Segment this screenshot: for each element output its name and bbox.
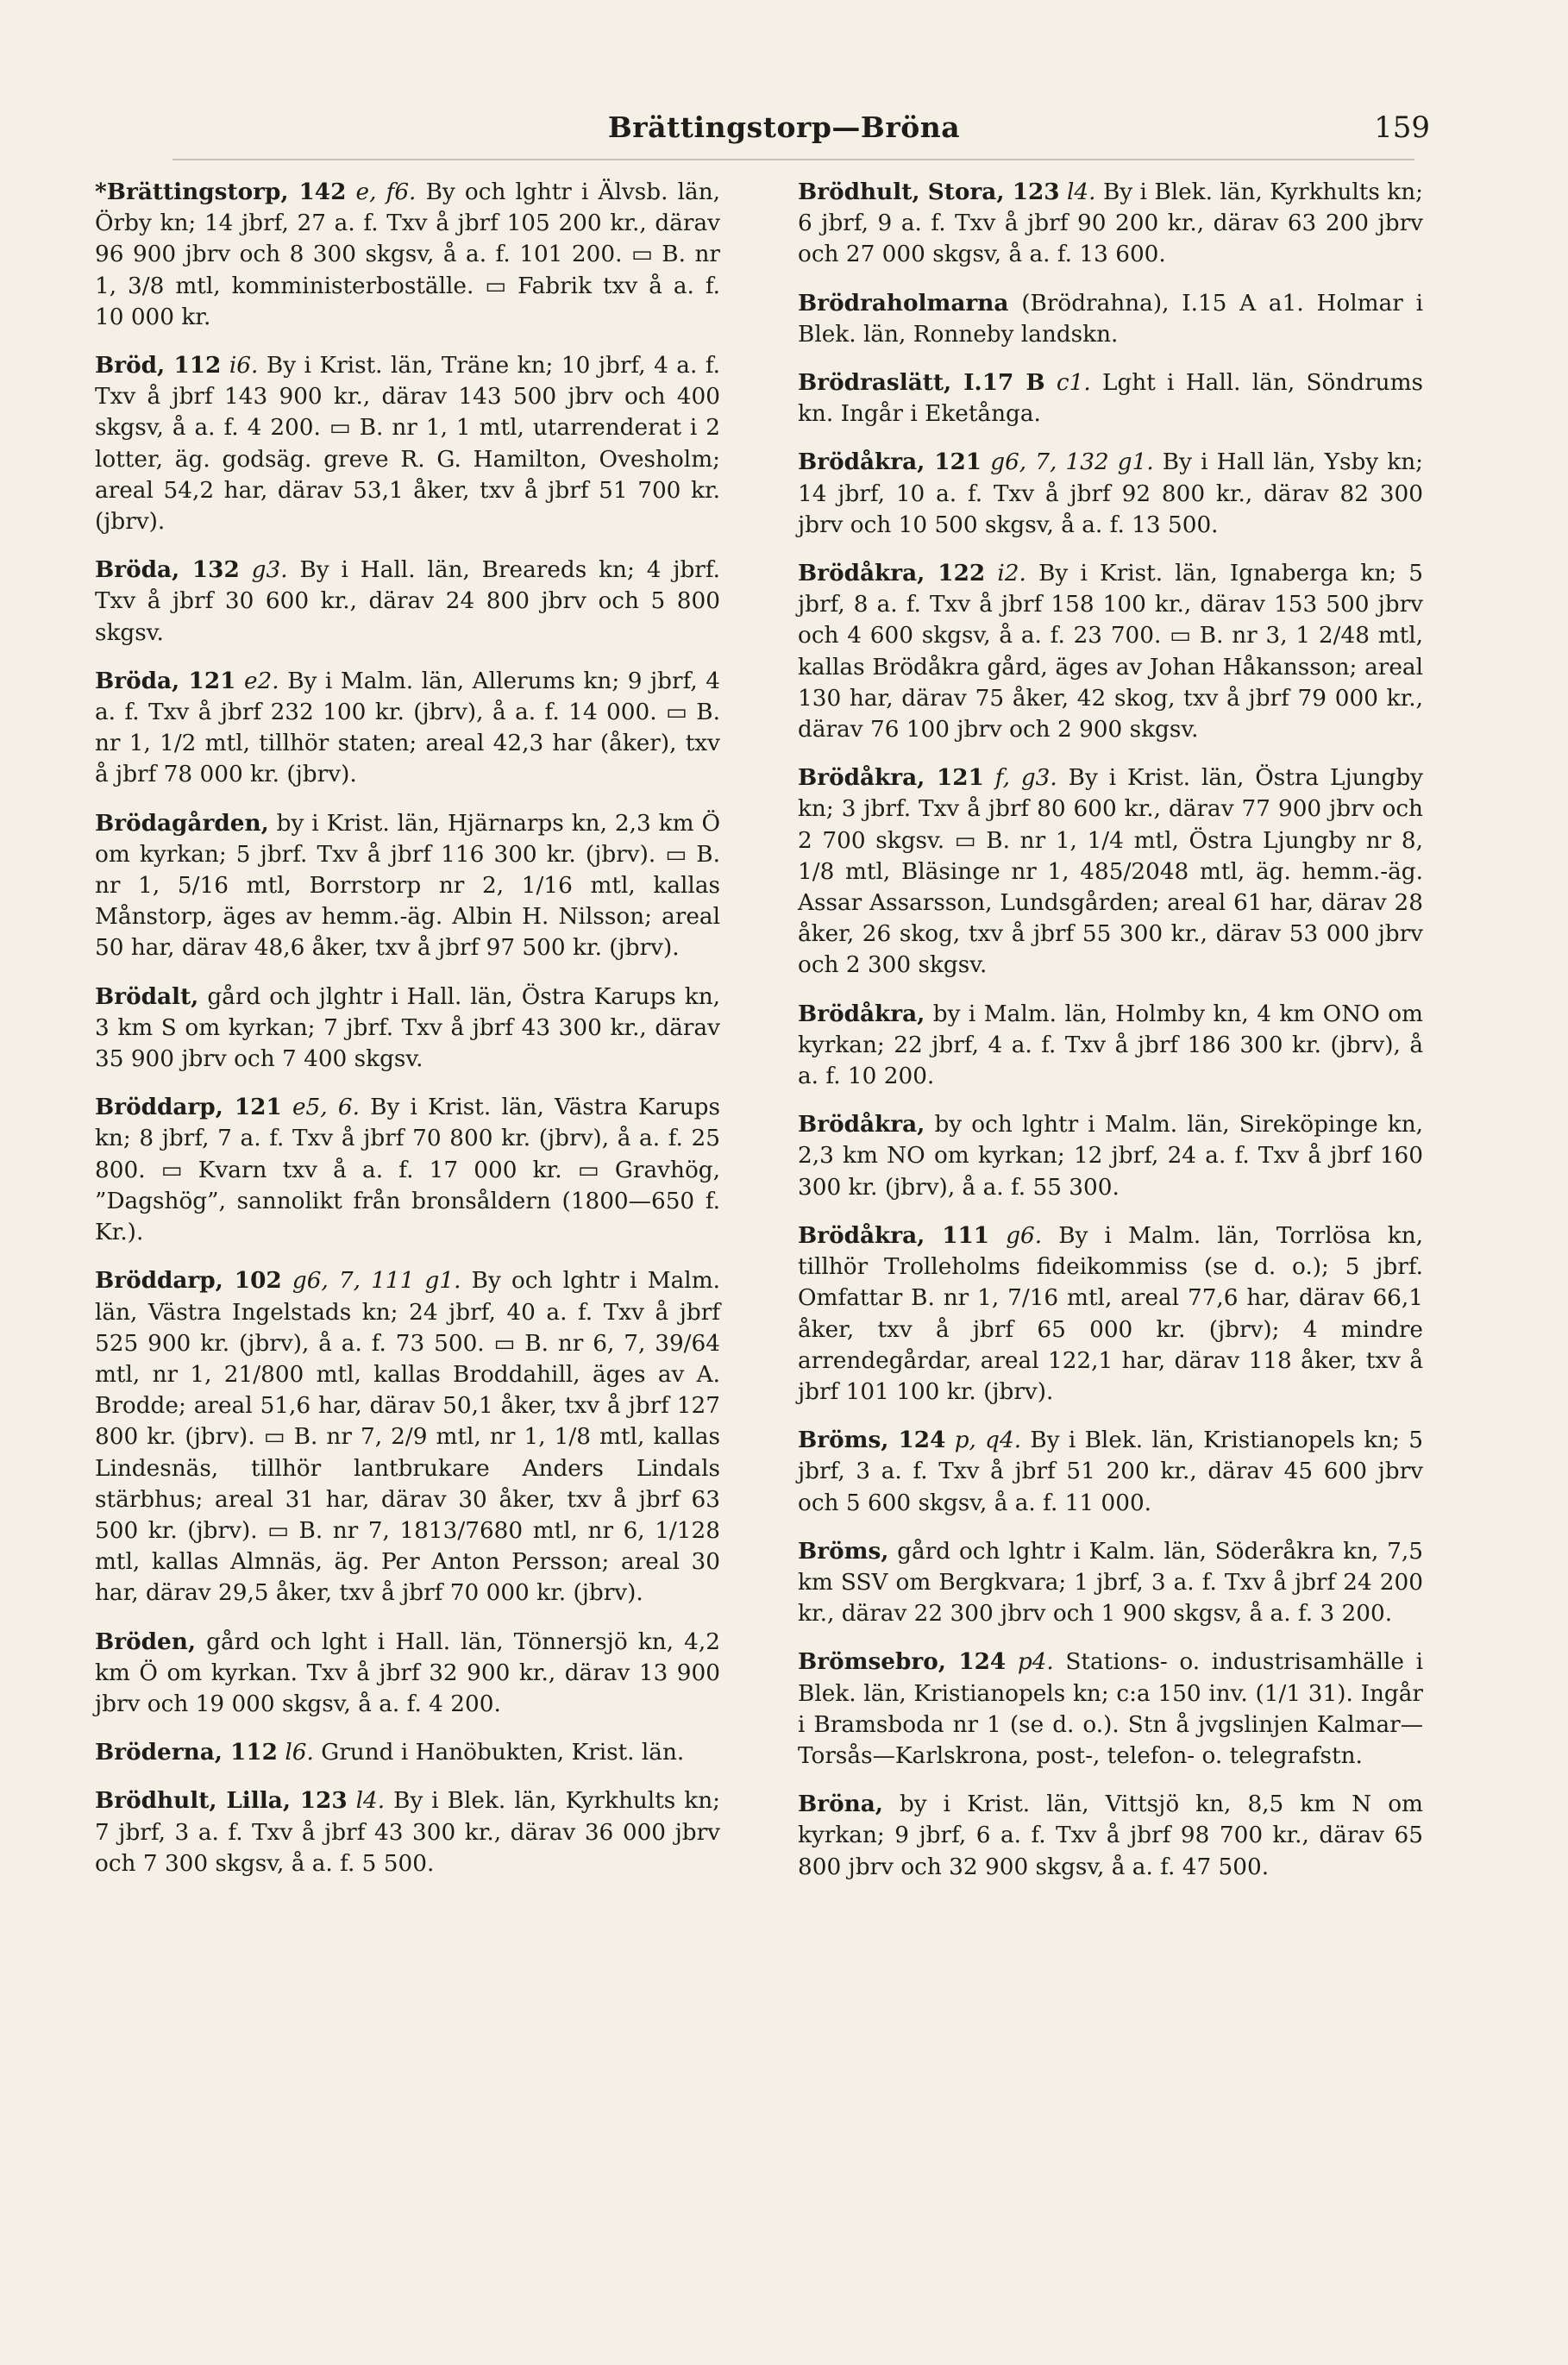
entry-map-ref: g6, 7, 132 g1. — [990, 449, 1154, 476]
entry — [798, 1536, 1423, 1630]
entry-text: By i Krist. län, Ignaberga kn; 5 jbrf, 8 a. f. Txv å jbrf 158 100 kr., därav 153 500 jbrv och 4 600 skgsv, å a. f. 23 700. ▭ B. nr 3, 1 2/48 mtl, kallas Brödåkra gård, äges av Johan Håkansson; areal 130 har, därav 75 åker, 42 skog, txv å jbrf 79 000 kr., därav 76 100 jbrv och 2 900 skgsv. — [798, 561, 1424, 743]
entry-headword: Bröddarp, 121 — [95, 1094, 282, 1121]
entry-text: By i Hall län, Ysby kn; 14 jbrf, 10 a. f. Txv å jbrf 92 800 kr., därav 82 300 jbrv och 10 500 skgsv, å a. f. 13 500. — [798, 449, 1424, 538]
entry-headword: Brödåkra, 111 — [798, 1221, 990, 1249]
entry-text: By i Blek. län, Kyrkhults kn; 7 jbrf, 3 a. f. Txv å jbrf 43 300 kr., därav 36 000 jbrv och 7 300 skgsv, å a. f. 5 500. — [95, 1788, 720, 1877]
entry-headword: Bröda, 132 — [95, 556, 240, 584]
entry-headword: Bröderna, 112 — [95, 1739, 278, 1766]
left-column — [95, 177, 720, 1897]
entry-headword: Brödhult, Lilla, 123 — [95, 1787, 348, 1815]
entry — [798, 1789, 1423, 1883]
entry — [798, 762, 1423, 981]
entry-text: By och lghtr i Älvsb. län, Örby kn; 14 jbrf, 27 a. f. Txv å jbrf 105 200 kr., därav 96 900 jbrv och 8 300 skgsv, å a. f. 101 200. ▭ B. nr 1, 3/8 mtl, komministerboställe. ▭ Fabrik txv å a. f. 10 000 kr. — [95, 179, 720, 330]
entry-text: By i Blek. län, Kyrkhults kn; 6 jbrf, 9 a. f. Txv å jbrf 90 200 kr., därav 63 200 jbrv och 27 000 skgsv, å a. f. 13 600. — [798, 179, 1424, 268]
entry — [95, 350, 720, 537]
entry-headword: Brödåkra, 121 — [798, 449, 982, 476]
entry-map-ref: f, g3. — [994, 765, 1057, 792]
entry-map-ref: g6, 7, 111 g1. — [292, 1268, 461, 1295]
entry — [798, 367, 1423, 430]
entry — [798, 1220, 1423, 1408]
entry-text: gård och jlghtr i Hall. län, Östra Karups kn, 3 km S om kyrkan; 7 jbrf. Txv å jbrf 43 300 kr., därav 35 900 jbrv och 7 400 skgsv. — [95, 983, 720, 1073]
entry-map-ref: i2. — [997, 561, 1026, 587]
entry-headword: Bröd, 112 — [95, 352, 222, 380]
entry — [95, 982, 720, 1076]
entry-headword: Brödalt, — [95, 982, 199, 1010]
entry-headword: Brödåkra, 122 — [798, 560, 986, 587]
entry-headword: Brömsebro, 124 — [798, 1648, 1007, 1676]
entry-text: By i Blek. län, Kristianopels kn; 5 jbrf, 3 a. f. Txv å jbrf 51 200 kr., därav 45 600 jbrv och 5 600 skgsv, å a. f. 11 000. — [798, 1427, 1424, 1516]
entry-text: by i Krist. län, Vittsjö kn, 8,5 km N om kyrkan; 9 jbrf, 6 a. f. Txv å jbrf 98 700 kr., därav 65 800 jbrv och 32 900 skgsv, å a. f. 47 500. — [798, 1791, 1423, 1880]
entry — [95, 1785, 720, 1879]
entry-map-ref: l4. — [1067, 179, 1096, 205]
entry — [798, 999, 1423, 1093]
entry-headword: Bröda, 121 — [95, 667, 236, 694]
entry — [95, 1627, 720, 1721]
entry-text: gård och lght i Hall. län, Tönnersjö kn, 4,2 km Ö om kyrkan. Txv å jbrf 32 900 kr., därav 13 900 jbrv och 19 000 skgsv, å a. f. 4 200. — [95, 1628, 721, 1717]
entry-text: Lght i Hall. län, Söndrums kn. Ingår i Eketånga. — [798, 370, 1424, 428]
entry-headword: Brödraholmarna — [798, 289, 1009, 317]
entry-headword: Brödhult, Stora, 123 — [798, 179, 1060, 205]
entry-map-ref: p4. — [1017, 1649, 1054, 1676]
entry-headword: *Brättingstorp, 142 — [95, 179, 347, 205]
entry-headword: Brödraslätt, I.17 B — [798, 369, 1045, 397]
entry-headword: Brödåkra, — [798, 1000, 925, 1027]
entry — [798, 288, 1423, 350]
entry-headword: Bröna, — [798, 1791, 883, 1818]
entry-headword: Bröddarp, 102 — [95, 1267, 282, 1295]
running-title: Brättingstorp—Bröna — [607, 110, 961, 144]
entry-text: by i Malm. län, Holmby kn, 4 km ONO om kyrkan; 22 jbrf, 4 a. f. Txv å jbrf 186 300 kr. (jbrv), å a. f. 10 200. — [798, 1001, 1423, 1090]
entry — [95, 666, 720, 791]
entry — [95, 555, 720, 649]
entry — [798, 177, 1423, 271]
entry-headword: Brödagården, — [95, 809, 269, 837]
entry-map-ref: e, f6. — [355, 179, 417, 205]
entry-text: By i Malm. län, Allerums kn; 9 jbrf, 4 a. f. Txv å jbrf 232 100 kr. (jbrv), å a. f. 14 000. ▭ B. nr 1, 1/2 mtl, tillhör staten; areal 42,3 har (åker), txv å jbrf 78 000 kr. (jbrv). — [95, 668, 721, 788]
entry-map-ref: l6. — [285, 1740, 314, 1766]
entry-headword: Brödåkra, 121 — [798, 764, 984, 792]
entry — [798, 558, 1423, 745]
entry-text: gård och lghtr i Kalm. län, Söderåkra kn, 7,5 km SSV om Bergkvara; 1 jbrf, 3 a. f. Txv å jbrf 24 200 kr., därav 22 300 jbrv och 1 900 skgsv, å a. f. 3 200. — [798, 1538, 1423, 1628]
entry-text: By i Krist. län, Västra Karups kn; 8 jbrf, 7 a. f. Txv å jbrf 70 800 kr. (jbrv), å a. f. 25 800. ▭ Kvarn txv å a. f. 17 000 kr. ▭ Gravhög, ”Dagshög”, sannolikt från bronsåldern (1800—650 f. Kr.). — [95, 1095, 720, 1246]
entry-map-ref: g3. — [251, 557, 288, 584]
entry-text: By i Krist. län, Östra Ljungby kn; 3 jbrf. Txv å jbrf 80 600 kr., därav 77 900 jbrv och 2 700 skgsv. ▭ B. nr 1, 1/4 mtl, Östra Ljungby nr 8, 1/8 mtl, Bläsinge nr 1, 485/2048 mtl, äg. hemm.-äg. Assar Assarsson, Lundsgården; areal 61 har, därav 28 åker, 26 skog, txv å jbrf 55 300 kr., därav 53 000 jbrv och 2 300 skgsv. — [798, 765, 1424, 979]
entry-map-ref: l4. — [355, 1788, 386, 1815]
entry-map-ref: i6. — [229, 353, 259, 380]
entry-text: By i Malm. län, Torrlösa kn, tillhör Trolleholms fideikommiss (se d. o.); 5 jbrf. Omfattar B. nr 1, 7/16 mtl, areal 77,6 har, därav 66,1 åker, txv å jbrf 65 000 kr. (jbrv); 4 mindre arrendegårdar, areal 122,1 har, därav 118 åker, txv å jbrf 101 100 kr. (jbrv). — [798, 1222, 1424, 1405]
entry — [798, 1109, 1423, 1203]
entry-headword: Bröden, — [95, 1628, 197, 1655]
entry-text: By i Hall. län, Breareds kn; 4 jbrf. Txv å jbrf 30 600 kr., därav 24 800 jbrv och 5 800 skgsv. — [95, 557, 721, 646]
entry-map-ref: g6. — [1006, 1222, 1043, 1249]
entry — [798, 447, 1423, 541]
entry-map-ref: p, q4. — [954, 1427, 1022, 1454]
entry — [95, 1737, 720, 1768]
entry-map-ref: e2. — [243, 668, 279, 694]
entry-map-ref: e5, 6. — [292, 1095, 360, 1121]
entry-text: Stations- o. industrisamhälle i Blek. län, Kristianopels kn; c:a 150 inv. (1/1 31). Ingår i Bramsboda nr 1 (se d. o.). Stn å jvgslinjen Kalmar—Torsås—Karlskrona, post-, telefon- o. telegrafstn. — [798, 1649, 1423, 1769]
entry — [95, 808, 720, 964]
entry — [95, 1092, 720, 1248]
entry — [95, 1265, 720, 1609]
entry-headword: Brödåkra, — [798, 1111, 925, 1139]
entry-text: by och lghtr i Malm. län, Sireköpinge kn, 2,3 km NO om kyrkan; 12 jbrf, 24 a. f. Txv å jbrf 160 300 kr. (jbrv), å a. f. 55 300. — [798, 1112, 1423, 1201]
entry-text: (Brödrahna), I.15 A a1. Holmar i Blek. län, Ronneby landskn. — [798, 290, 1423, 348]
entry — [798, 1425, 1423, 1519]
entry-text: Grund i Hanöbukten, Krist. län. — [321, 1740, 685, 1766]
entry-text: by i Krist. län, Hjärnarps kn, 2,3 km Ö om kyrkan; 5 jbrf. Txv å jbrf 116 300 kr. (jbrv). ▭ B. nr 1, 5/16 mtl, Borrstorp nr 2, 1/16 mtl, kallas Månstorp, äges av hemm.-äg. Albin H. Nilsson; areal 50 har, därav 48,6 åker, txv å jbrf 97 500 kr. (jbrv). — [95, 810, 721, 962]
entry-headword: Bröms, — [798, 1537, 889, 1565]
right-column — [798, 177, 1423, 1900]
entry-text: By i Krist. län, Träne kn; 10 jbrf, 4 a. f. Txv å jbrf 143 900 kr., därav 143 500 jbrv och 400 skgsv, å a. f. 4 200. ▭ B. nr 1, 1 mtl, utarrenderat i 2 lotter, äg. godsäg. greve R. G. Hamilton, Ovesholm; areal 54,2 har, därav 53,1 åker, txv å jbrf 51 700 kr. (jbrv). — [95, 353, 720, 536]
entry — [798, 1647, 1423, 1772]
entry — [95, 177, 720, 333]
entry-headword: Bröms, 124 — [798, 1427, 946, 1454]
page-number: 159 — [1374, 110, 1430, 145]
entry-text: By och lghtr i Malm. län, Västra Ingelstads kn; 24 jbrf, 40 a. f. Txv å jbrf 525 900 kr. (jbrv), å a. f. 73 500. ▭ B. nr 6, 7, 39/64 mtl, nr 1, 21/800 mtl, kallas Broddahill, äges av A. Brodde; areal 51,6 har, därav 50,1 åker, txv å jbrf 127 800 kr. (jbrv). ▭ B. nr 7, 2/9 mtl, nr 1, 1/8 mtl, kallas Lindesnäs, tillhör lantbrukare Anders Lindals stärbhus; areal 31 har, därav 30 åker, txv å jbrf 63 500 kr. (jbrv). ▭ B. nr 7, 1813/7680 mtl, nr 6, 1/128 mtl, kallas Almnäs, äg. Per Anton Persson; areal 30 har, därav 29,5 åker, txv å jbrf 70 000 kr. (jbrv). — [95, 1268, 721, 1607]
entry-map-ref: c1. — [1056, 370, 1091, 397]
header-rule — [172, 159, 1414, 160]
